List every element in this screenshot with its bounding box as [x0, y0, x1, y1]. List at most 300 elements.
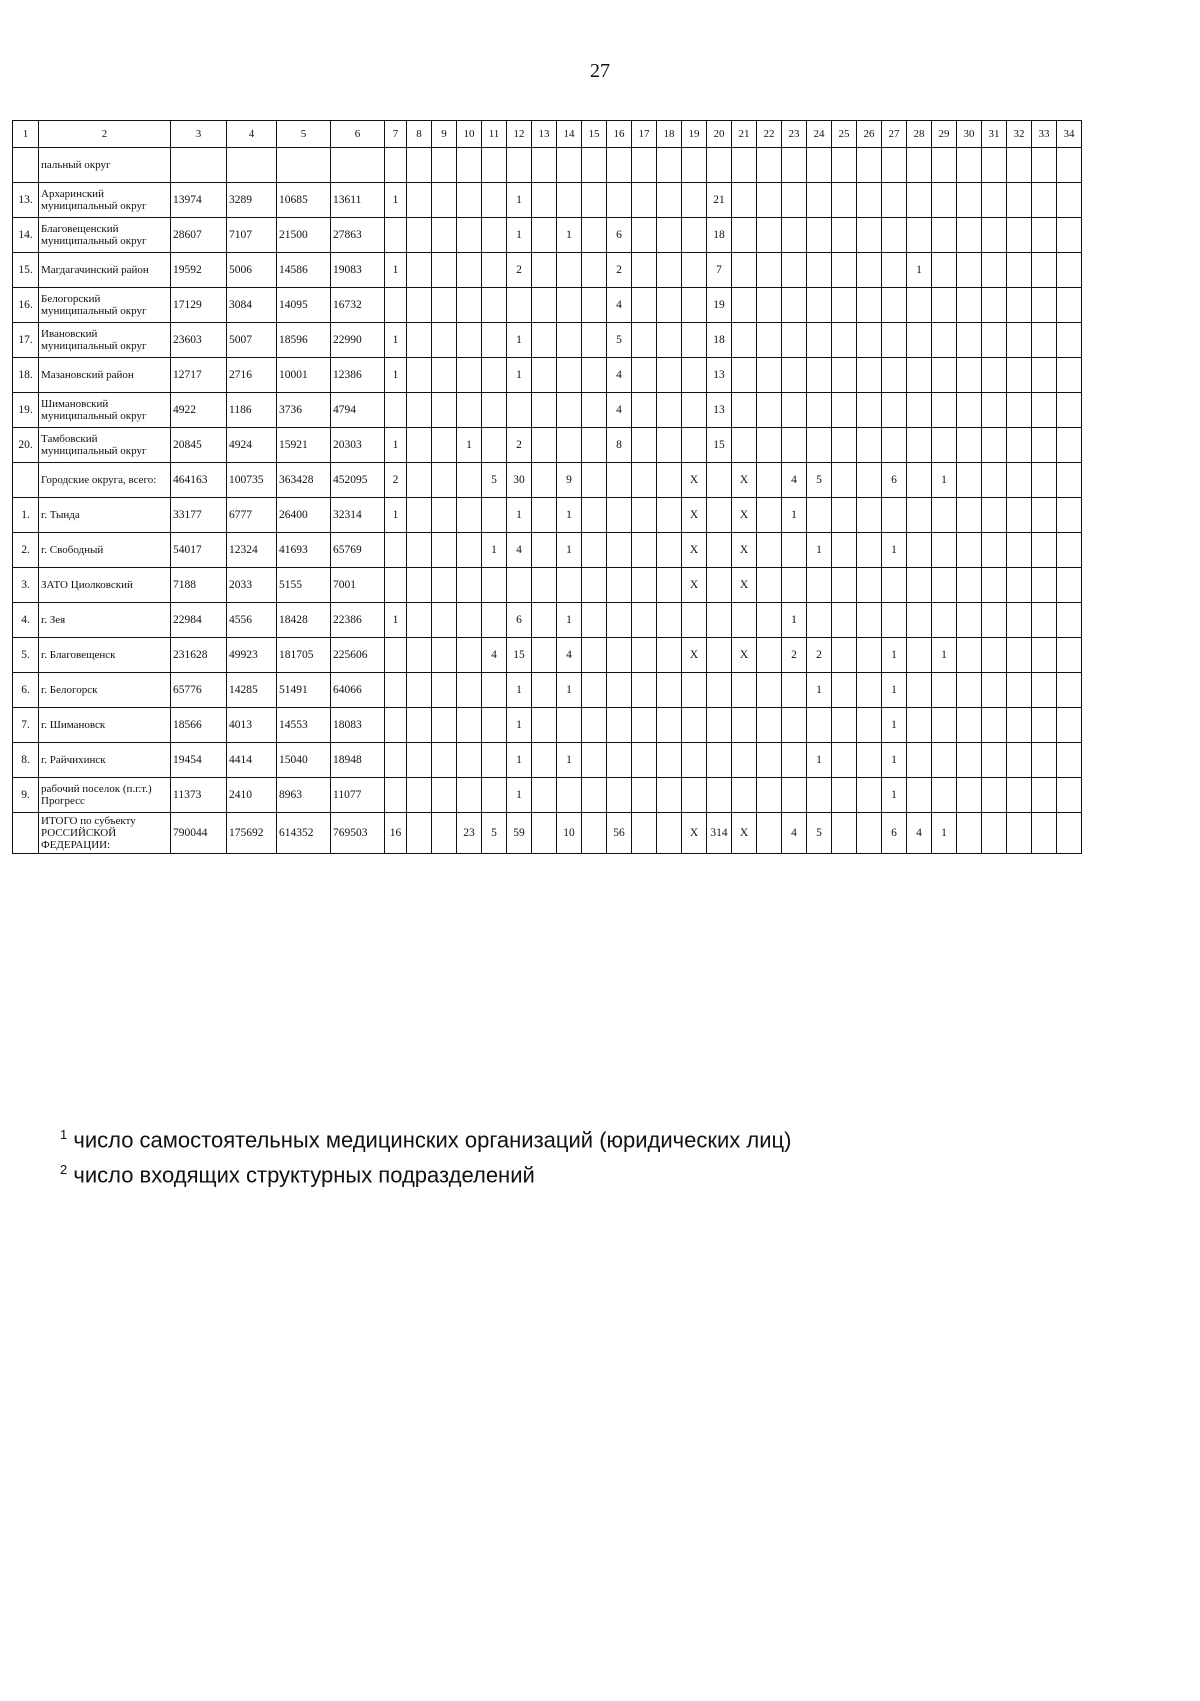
- table-cell: [632, 393, 657, 428]
- table-cell: [1057, 673, 1082, 708]
- table-cell: [782, 358, 807, 393]
- table-cell: [882, 568, 907, 603]
- table-cell: [1032, 218, 1057, 253]
- table-cell: [457, 288, 482, 323]
- table-cell: [607, 708, 632, 743]
- table-cell: [657, 813, 682, 854]
- table-cell: [407, 813, 432, 854]
- row-number-cell: 9.: [13, 778, 39, 813]
- table-cell: [857, 603, 882, 638]
- table-cell: [932, 323, 957, 358]
- table-cell: [657, 428, 682, 463]
- table-cell: 1: [557, 498, 582, 533]
- table-cell: 49923: [227, 638, 277, 673]
- table-cell: 1: [882, 708, 907, 743]
- row-number-cell: 1.: [13, 498, 39, 533]
- table-cell: 12717: [171, 358, 227, 393]
- table-cell: [932, 568, 957, 603]
- table-cell: [432, 568, 457, 603]
- table-cell: [682, 288, 707, 323]
- table-cell: 6: [607, 218, 632, 253]
- table-cell: 65776: [171, 673, 227, 708]
- table-row: [13, 743, 1082, 778]
- table-cell: [1032, 393, 1057, 428]
- table-cell: [607, 743, 632, 778]
- table-cell: [582, 533, 607, 568]
- table-cell: [457, 638, 482, 673]
- table-cell: [607, 778, 632, 813]
- table-cell: [857, 778, 882, 813]
- table-cell: [907, 288, 932, 323]
- table-cell: [1057, 498, 1082, 533]
- table-cell: [457, 183, 482, 218]
- table-cell: [882, 288, 907, 323]
- table-cell: 1: [507, 498, 532, 533]
- table-cell: [657, 603, 682, 638]
- table-cell: [882, 603, 907, 638]
- territory-name-cell: пальный округ: [39, 148, 171, 183]
- table-cell: [607, 498, 632, 533]
- table-cell: 13: [707, 358, 732, 393]
- table-cell: [407, 148, 432, 183]
- table-cell: 9: [557, 463, 582, 498]
- row-number-cell: 4.: [13, 603, 39, 638]
- row-number-cell: 5.: [13, 638, 39, 673]
- table-cell: [907, 533, 932, 568]
- table-cell: [482, 148, 507, 183]
- table-cell: [932, 498, 957, 533]
- table-cell: [657, 358, 682, 393]
- table-cell: [807, 428, 832, 463]
- column-header-15: 15: [582, 121, 607, 148]
- table-cell: [807, 568, 832, 603]
- table-cell: [857, 673, 882, 708]
- table-cell: [807, 603, 832, 638]
- table-cell: [1007, 673, 1032, 708]
- column-header-4: 4: [227, 121, 277, 148]
- table-cell: [782, 148, 807, 183]
- table-cell: [682, 358, 707, 393]
- table-cell: [932, 148, 957, 183]
- table-cell: 6: [507, 603, 532, 638]
- table-cell: [457, 708, 482, 743]
- table-cell: 1: [507, 778, 532, 813]
- column-header-13: 13: [532, 121, 557, 148]
- table-row: [13, 148, 1082, 183]
- table-cell: [557, 323, 582, 358]
- table-cell: [582, 638, 607, 673]
- table-cell: [532, 673, 557, 708]
- column-header-5: 5: [277, 121, 331, 148]
- table-cell: [907, 393, 932, 428]
- table-cell: [832, 323, 857, 358]
- table-cell: [682, 183, 707, 218]
- table-cell: [957, 498, 982, 533]
- table-cell: 18: [707, 323, 732, 358]
- table-cell: [532, 498, 557, 533]
- table-cell: 22984: [171, 603, 227, 638]
- table-cell: 4924: [227, 428, 277, 463]
- table-cell: [432, 288, 457, 323]
- table-cell: 11373: [171, 778, 227, 813]
- table-cell: [807, 393, 832, 428]
- footnote-2: [60, 1155, 791, 1190]
- table-cell: 65769: [331, 533, 385, 568]
- table-cell: [1057, 568, 1082, 603]
- table-cell: [432, 148, 457, 183]
- table-cell: 22990: [331, 323, 385, 358]
- table-cell: [432, 708, 457, 743]
- table-cell: [632, 428, 657, 463]
- table-cell: 21500: [277, 218, 331, 253]
- table-row: [13, 253, 1082, 288]
- row-number-cell: 20.: [13, 428, 39, 463]
- table-cell: [732, 253, 757, 288]
- territory-name-cell: г. Зея: [39, 603, 171, 638]
- table-cell: 19592: [171, 253, 227, 288]
- table-cell: 3289: [227, 183, 277, 218]
- table-cell: [932, 778, 957, 813]
- table-cell: [432, 463, 457, 498]
- table-cell: 4: [907, 813, 932, 854]
- table-cell: 4: [507, 533, 532, 568]
- table-cell: [832, 638, 857, 673]
- table-cell: [882, 148, 907, 183]
- table-cell: [657, 253, 682, 288]
- table-cell: [657, 533, 682, 568]
- table-cell: [957, 358, 982, 393]
- table-cell: 1186: [227, 393, 277, 428]
- table-cell: [932, 393, 957, 428]
- table-cell: [957, 778, 982, 813]
- table-row: [13, 813, 1082, 854]
- table-cell: [857, 568, 882, 603]
- table-cell: [407, 218, 432, 253]
- table-cell: [582, 778, 607, 813]
- table-cell: [1032, 813, 1057, 854]
- column-header-7: 7: [385, 121, 407, 148]
- table-cell: [807, 498, 832, 533]
- table-cell: 23: [457, 813, 482, 854]
- table-cell: 41693: [277, 533, 331, 568]
- table-cell: 16732: [331, 288, 385, 323]
- table-cell: X: [732, 813, 757, 854]
- table-cell: [682, 603, 707, 638]
- table-cell: [532, 393, 557, 428]
- table-cell: 1: [385, 603, 407, 638]
- footnote-1: [60, 1120, 791, 1155]
- territory-name-cell: г. Шимановск: [39, 708, 171, 743]
- table-cell: 1: [882, 673, 907, 708]
- table-cell: 51491: [277, 673, 331, 708]
- table-cell: [957, 603, 982, 638]
- table-cell: [407, 603, 432, 638]
- column-header-27: 27: [882, 121, 907, 148]
- table-cell: 4: [607, 358, 632, 393]
- table-cell: [682, 218, 707, 253]
- table-cell: 6777: [227, 498, 277, 533]
- table-cell: [532, 638, 557, 673]
- table-cell: [982, 533, 1007, 568]
- table-cell: [482, 498, 507, 533]
- table-cell: [457, 358, 482, 393]
- table-cell: [957, 393, 982, 428]
- table-cell: [457, 568, 482, 603]
- table-cell: [532, 428, 557, 463]
- table-cell: [907, 323, 932, 358]
- table-cell: [432, 533, 457, 568]
- table-cell: [707, 533, 732, 568]
- table-cell: 20303: [331, 428, 385, 463]
- table-cell: [857, 323, 882, 358]
- table-cell: 1: [557, 533, 582, 568]
- column-header-10: 10: [457, 121, 482, 148]
- column-header-24: 24: [807, 121, 832, 148]
- table-cell: [407, 323, 432, 358]
- table-cell: [757, 568, 782, 603]
- table-cell: 1: [385, 183, 407, 218]
- table-cell: [507, 148, 532, 183]
- table-cell: [657, 218, 682, 253]
- table-cell: [982, 393, 1007, 428]
- table-cell: 1: [782, 498, 807, 533]
- table-cell: 18083: [331, 708, 385, 743]
- table-cell: [657, 498, 682, 533]
- table-cell: [1007, 813, 1032, 854]
- table-cell: 4922: [171, 393, 227, 428]
- table-cell: [532, 288, 557, 323]
- table-cell: [532, 743, 557, 778]
- table-cell: [982, 603, 1007, 638]
- table-cell: 1: [557, 743, 582, 778]
- table-cell: [657, 778, 682, 813]
- table-cell: [832, 463, 857, 498]
- table-cell: 14586: [277, 253, 331, 288]
- table-cell: [482, 743, 507, 778]
- table-cell: [457, 323, 482, 358]
- table-cell: 30: [507, 463, 532, 498]
- table-cell: [432, 813, 457, 854]
- table-cell: [682, 778, 707, 813]
- table-cell: [707, 498, 732, 533]
- table-cell: 19083: [331, 253, 385, 288]
- table-cell: 1: [557, 603, 582, 638]
- table-cell: [385, 673, 407, 708]
- table-cell: [1057, 183, 1082, 218]
- table-cell: [582, 603, 607, 638]
- table-cell: 614352: [277, 813, 331, 854]
- table-cell: [782, 673, 807, 708]
- table-cell: [1007, 743, 1032, 778]
- table-cell: [557, 183, 582, 218]
- row-number-cell: [13, 813, 39, 854]
- table-cell: [532, 708, 557, 743]
- row-number-cell: [13, 463, 39, 498]
- column-header-34: 34: [1057, 121, 1082, 148]
- table-cell: 4: [782, 813, 807, 854]
- table-cell: [807, 358, 832, 393]
- table-cell: [682, 708, 707, 743]
- table-cell: 4: [607, 288, 632, 323]
- table-cell: [607, 673, 632, 708]
- table-cell: 26400: [277, 498, 331, 533]
- table-cell: [1032, 673, 1057, 708]
- table-cell: [632, 288, 657, 323]
- table-cell: [807, 288, 832, 323]
- table-cell: 1: [507, 183, 532, 218]
- table-row: [13, 183, 1082, 218]
- territory-name-cell: Тамбовский муниципальный округ: [39, 428, 171, 463]
- table-cell: 1: [385, 253, 407, 288]
- table-cell: [732, 743, 757, 778]
- table-cell: [385, 743, 407, 778]
- table-cell: [482, 708, 507, 743]
- column-header-6: 6: [331, 121, 385, 148]
- table-cell: [171, 148, 227, 183]
- table-cell: [832, 393, 857, 428]
- table-cell: [432, 393, 457, 428]
- table-cell: [532, 813, 557, 854]
- table-cell: 4414: [227, 743, 277, 778]
- territory-name-cell: г. Благовещенск: [39, 638, 171, 673]
- table-cell: [757, 358, 782, 393]
- table-cell: 21: [707, 183, 732, 218]
- table-cell: [1057, 288, 1082, 323]
- table-cell: [1057, 218, 1082, 253]
- table-cell: [832, 428, 857, 463]
- table-cell: 13: [707, 393, 732, 428]
- table-cell: [407, 778, 432, 813]
- table-cell: [707, 673, 732, 708]
- table-cell: [407, 428, 432, 463]
- table-cell: [907, 708, 932, 743]
- table-cell: [1032, 253, 1057, 288]
- table-cell: [657, 743, 682, 778]
- table-cell: [757, 603, 782, 638]
- table-cell: [807, 323, 832, 358]
- table-cell: [707, 743, 732, 778]
- footnote-1-mark: 1: [60, 1127, 68, 1142]
- table-cell: [582, 498, 607, 533]
- table-cell: 2: [507, 253, 532, 288]
- table-cell: [1057, 638, 1082, 673]
- table-cell: [1032, 708, 1057, 743]
- table-cell: [532, 533, 557, 568]
- table-cell: [482, 568, 507, 603]
- table-cell: [407, 673, 432, 708]
- table-cell: [907, 463, 932, 498]
- table-cell: 10001: [277, 358, 331, 393]
- table-cell: 6: [882, 813, 907, 854]
- table-cell: [607, 148, 632, 183]
- table-cell: 19: [707, 288, 732, 323]
- table-cell: [1057, 813, 1082, 854]
- table-cell: [782, 743, 807, 778]
- table-cell: 1: [457, 428, 482, 463]
- table-cell: 5: [607, 323, 632, 358]
- row-number-cell: 17.: [13, 323, 39, 358]
- table-cell: 5: [482, 813, 507, 854]
- table-cell: X: [732, 463, 757, 498]
- territory-name-cell: Магдагачинский район: [39, 253, 171, 288]
- column-header-18: 18: [657, 121, 682, 148]
- table-cell: [682, 323, 707, 358]
- table-cell: 4: [607, 393, 632, 428]
- table-cell: 2: [385, 463, 407, 498]
- table-cell: [757, 323, 782, 358]
- table-cell: [857, 253, 882, 288]
- table-cell: [982, 673, 1007, 708]
- table-cell: 15921: [277, 428, 331, 463]
- table-cell: [1007, 253, 1032, 288]
- table-cell: [882, 358, 907, 393]
- table-cell: [832, 603, 857, 638]
- table-cell: [385, 288, 407, 323]
- table-cell: [632, 148, 657, 183]
- table-cell: [432, 253, 457, 288]
- table-cell: [832, 743, 857, 778]
- table-cell: [957, 323, 982, 358]
- table-cell: [807, 183, 832, 218]
- table-cell: [1057, 428, 1082, 463]
- row-number-cell: 6.: [13, 673, 39, 708]
- table-cell: [507, 393, 532, 428]
- table-cell: [385, 638, 407, 673]
- table-cell: [507, 288, 532, 323]
- table-cell: [507, 568, 532, 603]
- table-cell: [607, 463, 632, 498]
- table-row: [13, 708, 1082, 743]
- table-cell: 1: [507, 358, 532, 393]
- table-cell: 452095: [331, 463, 385, 498]
- table-cell: 14095: [277, 288, 331, 323]
- table-cell: 7188: [171, 568, 227, 603]
- table-cell: 1: [932, 463, 957, 498]
- table-cell: [757, 813, 782, 854]
- table-cell: [532, 148, 557, 183]
- table-cell: 6: [882, 463, 907, 498]
- table-cell: [1032, 743, 1057, 778]
- table-cell: [957, 638, 982, 673]
- table-cell: [807, 708, 832, 743]
- table-row: [13, 568, 1082, 603]
- table-cell: [1007, 428, 1032, 463]
- column-header-21: 21: [732, 121, 757, 148]
- table-cell: [582, 358, 607, 393]
- page-number: 27: [590, 60, 610, 82]
- table-cell: [982, 323, 1007, 358]
- table-cell: [907, 778, 932, 813]
- table-cell: [1032, 603, 1057, 638]
- table-cell: 1: [385, 358, 407, 393]
- table-cell: [482, 393, 507, 428]
- table-cell: [757, 498, 782, 533]
- table-cell: [857, 183, 882, 218]
- table-cell: X: [682, 533, 707, 568]
- table-cell: [757, 253, 782, 288]
- table-cell: [532, 568, 557, 603]
- territory-name-cell: ИТОГО по субъекту РОССИЙСКОЙ ФЕДЕРАЦИИ:: [39, 813, 171, 854]
- table-cell: [857, 533, 882, 568]
- table-cell: [385, 568, 407, 603]
- table-cell: [1032, 463, 1057, 498]
- table-cell: [807, 778, 832, 813]
- table-cell: [732, 603, 757, 638]
- row-number-cell: 18.: [13, 358, 39, 393]
- table-cell: [432, 183, 457, 218]
- table-cell: [982, 428, 1007, 463]
- table-cell: [632, 218, 657, 253]
